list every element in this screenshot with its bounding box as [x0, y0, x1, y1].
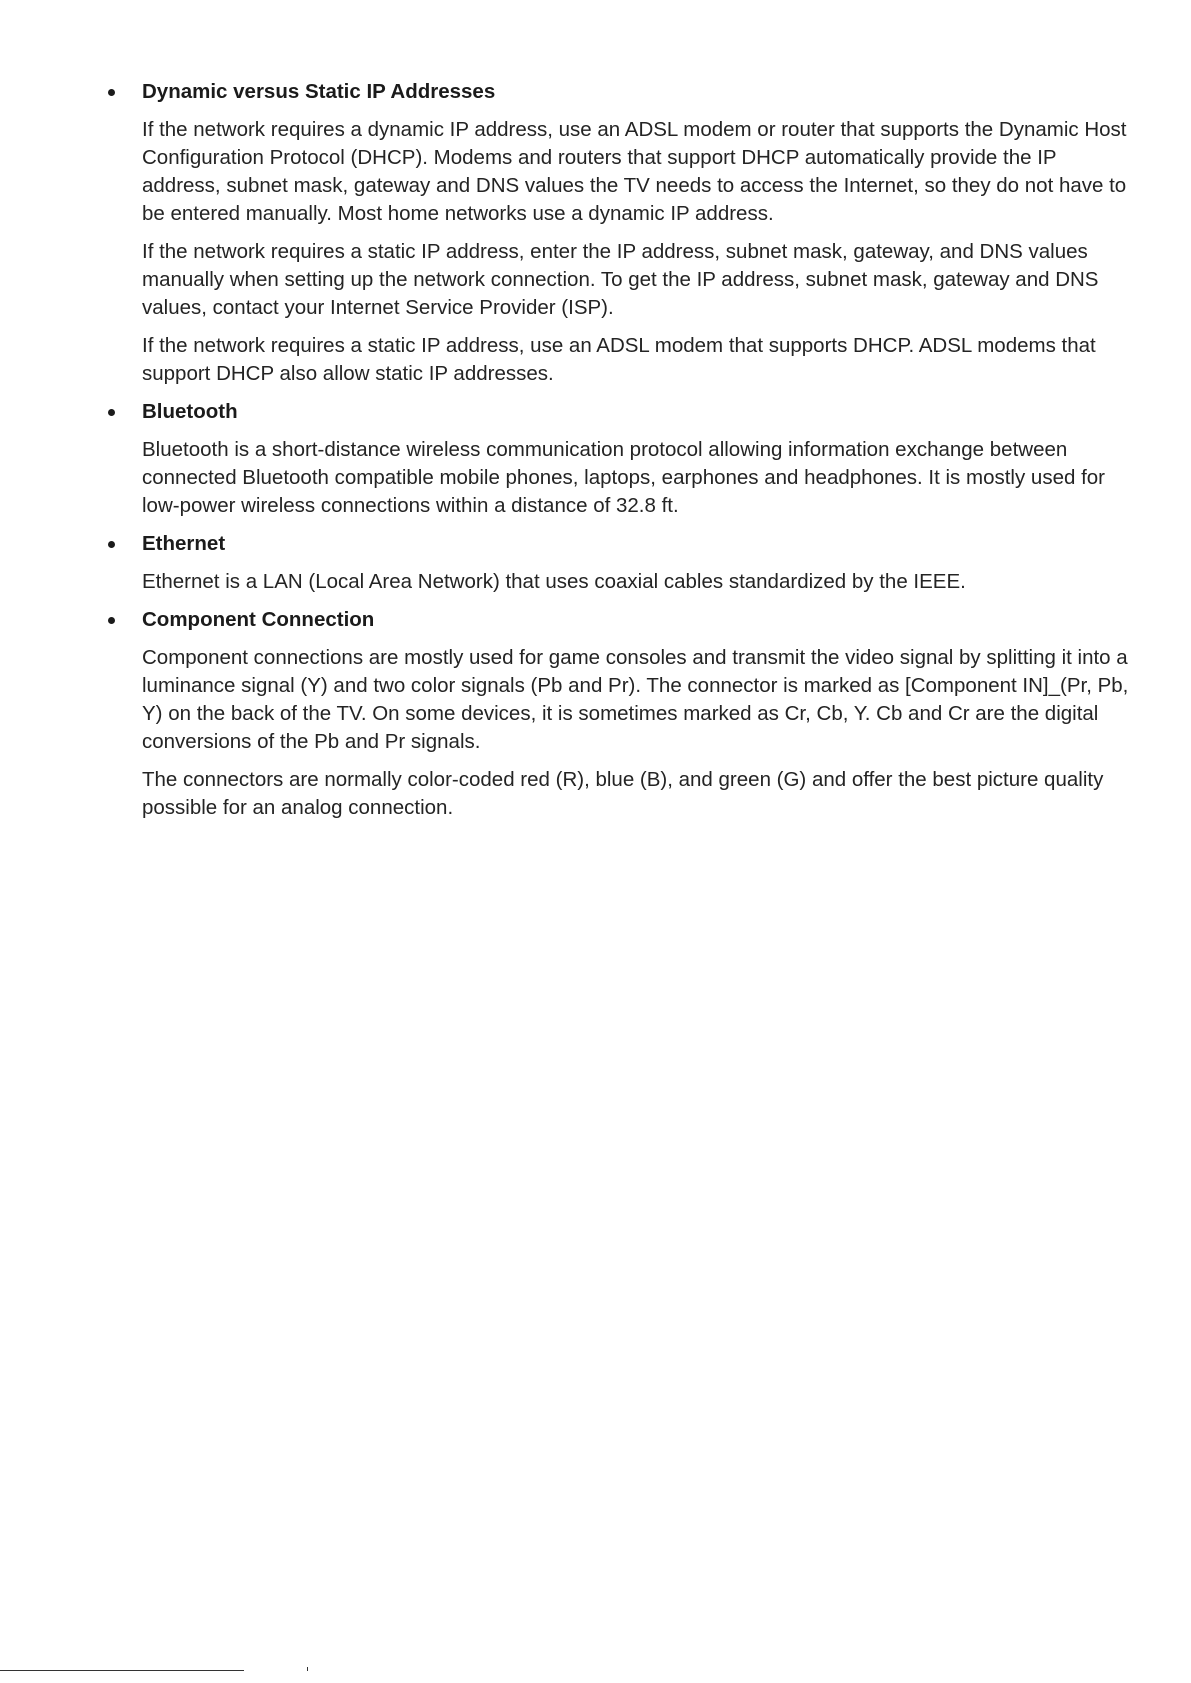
section-paragraph: Component connections are mostly used for game consoles and transmit the video signal by splitting it into a luminance signal (Y) and two color signals (Pb and Pr). The connector is marked as [Component IN]_(Pr, Pb, Y) on the back of the TV. On some devices, it is sometimes marked as Cr, Cb, Y. Cb and Cr are the digital conversions of the Pb and Pr signals.	[142, 646, 1129, 753]
section-paragraph: If the network requires a static IP address, use an ADSL modem that supports DHCP. ADSL modems that support DHCP also allow static IP addresses.	[142, 334, 1096, 385]
bullet-icon	[108, 541, 115, 548]
bullet-icon	[108, 617, 115, 624]
section-bluetooth	[100, 398, 1130, 520]
section-heading-text: Component Connection	[142, 608, 375, 631]
section-heading	[100, 530, 1130, 558]
section-paragraph: Bluetooth is a short-distance wireless communication protocol allowing information exchange between connected Bluetooth compatible mobile phones, laptops, earphones and headphones. It is mostly used for low-power wireless connections within a distance of 32.8 ft.	[142, 438, 1105, 517]
section-heading	[100, 606, 1130, 634]
section-paragraph: Ethernet is a LAN (Local Area Network) that uses coaxial cables standardized by the IEEE.	[142, 570, 966, 593]
section-heading-text: Ethernet	[142, 532, 226, 555]
section-heading	[100, 398, 1130, 426]
section-paragraph: The connectors are normally color-coded red (R), blue (B), and green (G) and offer the best picture quality possible for an analog connection.	[142, 768, 1104, 819]
bullet-icon	[108, 409, 115, 416]
bullet-icon	[108, 89, 115, 96]
section-dynamic-static-ip	[100, 78, 1130, 388]
section-heading	[100, 78, 1130, 106]
section-paragraph: If the network requires a dynamic IP address, use an ADSL modem or router that supports the Dynamic Host Configuration Protocol (DHCP). Modems and routers that support DHCP automatically provide the IP address, subnet mask, gateway and DNS values the TV needs to access the Internet, so they do not have to be entered manually. Most home networks use a dynamic IP address.	[142, 118, 1127, 225]
footer-tick	[307, 1667, 308, 1671]
footer-rule	[0, 1670, 244, 1671]
section-component-connection	[100, 606, 1130, 822]
section-heading-text: Bluetooth	[142, 400, 238, 423]
section-paragraph: If the network requires a static IP address, enter the IP address, subnet mask, gateway, and DNS values manually when setting up the network connection. To get the IP address, subnet mask, gateway and DNS values, contact your Internet Service Provider (ISP).	[142, 240, 1099, 319]
document-content	[100, 78, 1130, 832]
section-heading-text: Dynamic versus Static IP Addresses	[142, 80, 496, 103]
section-ethernet	[100, 530, 1130, 596]
